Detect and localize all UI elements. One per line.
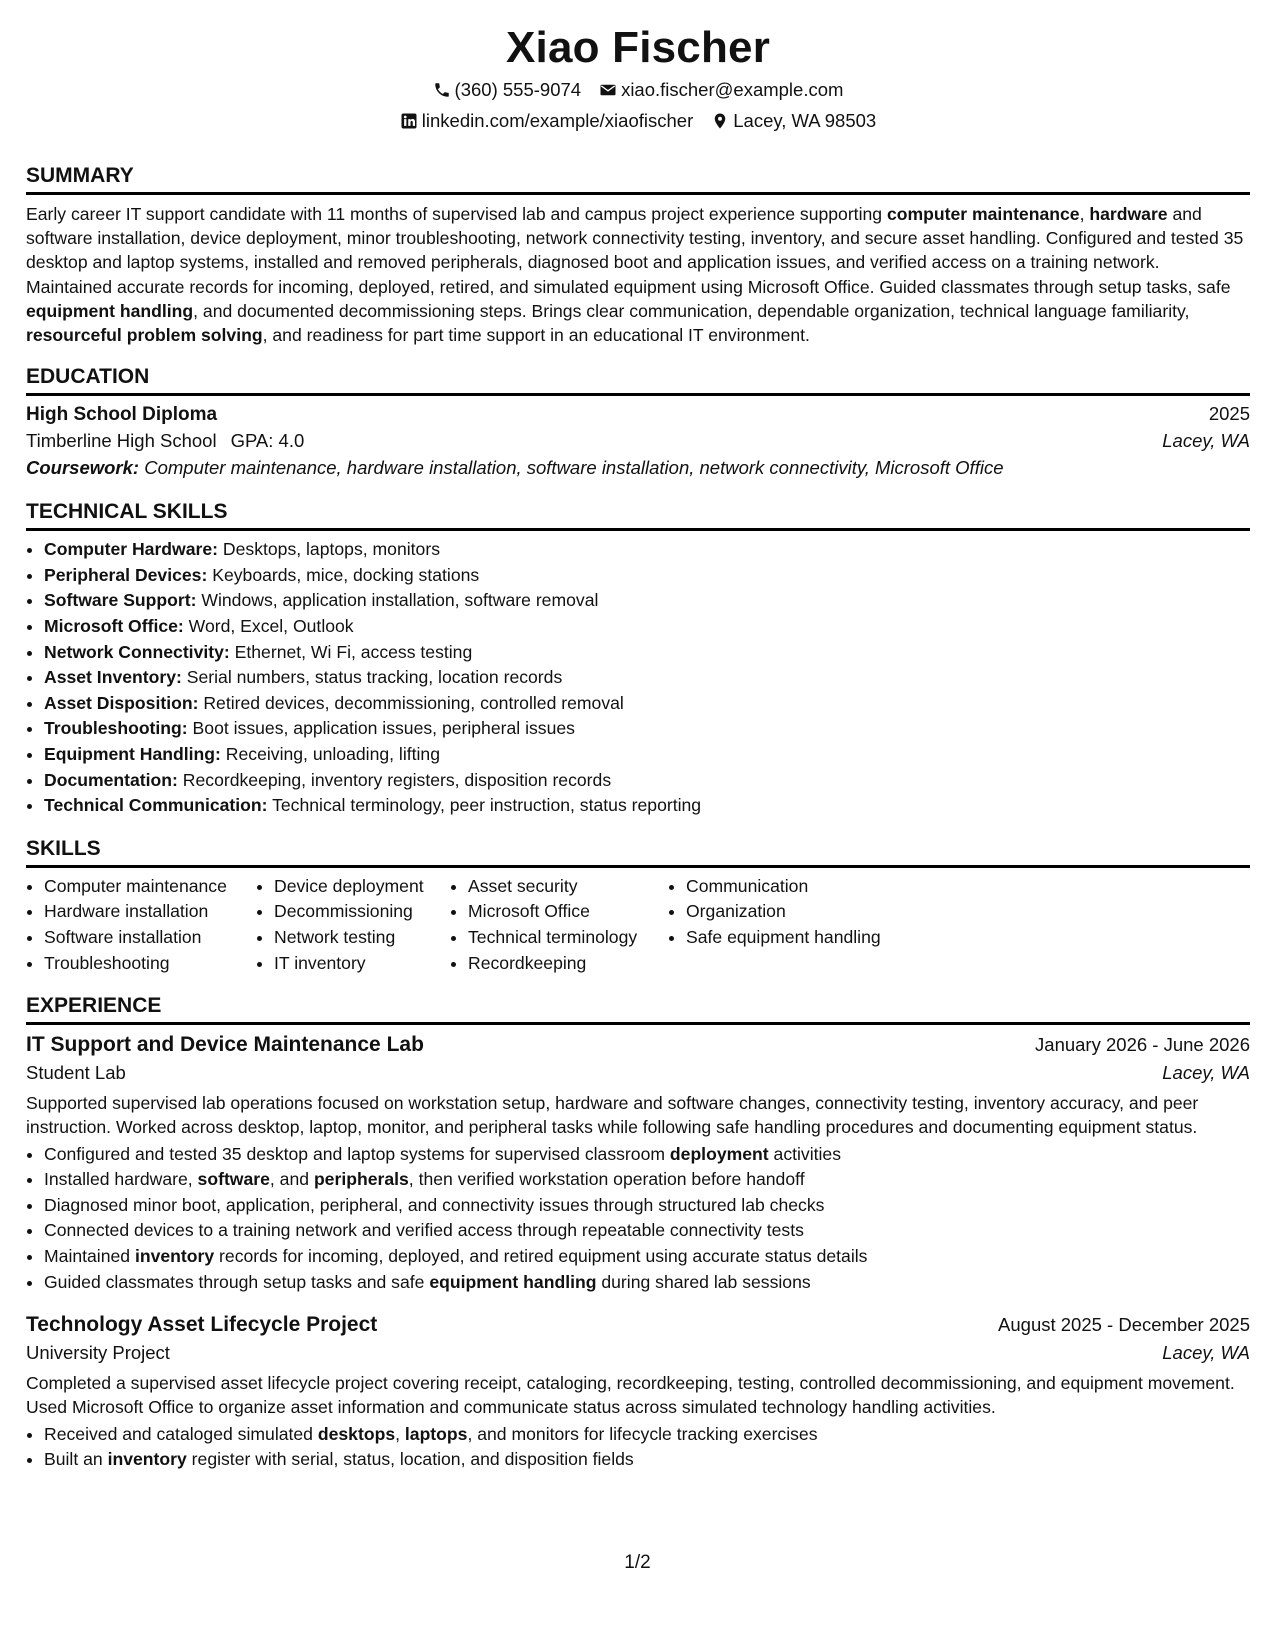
experience-date: January 2026 - June 2026 — [1035, 1034, 1250, 1056]
technical-skill-label: Technical Communication: — [44, 795, 268, 816]
skill-item: • Safe equipment handling — [686, 925, 926, 951]
location-text: Lacey, WA 98503 — [733, 110, 877, 131]
skill-item: • Device deployment — [274, 874, 450, 900]
skills-column — [256, 874, 450, 976]
email-contact[interactable] — [599, 78, 843, 102]
technical-skill-item: • Microsoft Office: Word, Excel, Outlook — [44, 614, 1250, 640]
skill-item: • Communication — [686, 874, 926, 900]
technical-skill-item: • Troubleshooting: Boot issues, application issues, peripheral issues — [44, 716, 1250, 742]
skill-item: • Computer maintenance — [44, 874, 256, 900]
resume-page — [26, 22, 1250, 1473]
education-location: Lacey, WA — [1162, 430, 1250, 452]
skill-item: • IT inventory — [274, 951, 450, 977]
experience-bullet: • Received and cataloged simulated desktops, laptops, and monitors for lifecycle tracking exercises — [44, 1422, 1250, 1448]
bold-keyword: laptops — [404, 1423, 468, 1444]
phone-contact — [433, 78, 582, 102]
experience-entry — [26, 1033, 1250, 1295]
section-title-experience: EXPERIENCE — [26, 993, 1250, 1025]
skill-item: • Asset security — [468, 874, 668, 900]
skills-section — [26, 836, 1250, 976]
experience-bullet: • Configured and tested 35 desktop and laptop systems for supervised classroom deployment activities — [44, 1142, 1250, 1168]
experience-date: August 2025 - December 2025 — [998, 1314, 1250, 1336]
email-text[interactable]: xiao.fischer@example.com — [621, 79, 844, 100]
experience-bullet: • Connected devices to a training network and verified access through repeatable connectivity tests — [44, 1218, 1250, 1244]
phone-icon — [433, 81, 451, 99]
skill-item: • Hardware installation — [44, 899, 256, 925]
bold-keyword: computer maintenance — [886, 204, 1080, 224]
experience-header-row — [26, 1313, 1250, 1337]
technical-skill-item: • Network Connectivity: Ethernet, Wi Fi, access testing — [44, 640, 1250, 666]
education-row-1 — [26, 403, 1250, 426]
technical-skill-label: Network Connectivity: — [44, 641, 230, 662]
experience-list — [26, 1033, 1250, 1473]
skills-column — [450, 874, 668, 976]
experience-summary: Completed a supervised asset lifecycle project covering receipt, cataloging, recordkeeping, testing, controlled decommissioning, and equipment movement. Used Microsoft Office to organize asset information and communicate status across simulated technology handling activities. — [26, 1373, 1235, 1418]
experience-bullets — [26, 1142, 1250, 1296]
linkedin-text[interactable]: linkedin.com/example/xiaofischer — [421, 110, 694, 131]
education-row-2 — [26, 430, 1250, 452]
technical-skill-label: Equipment Handling: — [44, 743, 221, 764]
education-degree: High School Diploma — [26, 404, 218, 426]
experience-location: Lacey, WA — [1162, 1342, 1250, 1364]
skill-item: • Software installation — [44, 925, 256, 951]
skill-item: • Decommissioning — [274, 899, 450, 925]
experience-bullet: • Diagnosed minor boot, application, peripheral, and connectivity issues through structured lab checks — [44, 1193, 1250, 1219]
section-title-skills: SKILLS — [26, 836, 1250, 868]
technical-skill-label: Software Support: — [44, 590, 197, 611]
section-title-summary: SUMMARY — [26, 163, 1250, 195]
section-title-education: EDUCATION — [26, 364, 1250, 396]
page-number: 1/2 — [624, 1552, 651, 1573]
envelope-icon — [599, 81, 617, 99]
bold-keyword: inventory — [134, 1245, 215, 1266]
experience-org-row — [26, 1342, 1250, 1364]
technical-skill-label: Asset Inventory: — [44, 667, 182, 688]
technical-skill-item: • Computer Hardware: Desktops, laptops, monitors — [44, 537, 1250, 563]
bold-keyword: inventory — [107, 1449, 187, 1470]
experience-bullet: • Installed hardware, software, and peripherals, then verified workstation operation before handoff — [44, 1167, 1250, 1193]
technical-skill-label: Computer Hardware: — [44, 539, 219, 560]
skill-item: • Recordkeeping — [468, 951, 668, 977]
education-school-line — [26, 430, 304, 452]
coursework-text: Computer maintenance, hardware installation, software installation, network connectivity, Microsoft Office — [144, 457, 1004, 479]
experience-bullets — [26, 1422, 1250, 1473]
technical-skill-label: Peripheral Devices: — [44, 564, 208, 585]
experience-location: Lacey, WA — [1162, 1062, 1250, 1084]
technical-skill-label: Microsoft Office: — [44, 616, 184, 636]
technical-skill-item: • Software Support: Windows, application installation, software removal — [44, 588, 1250, 614]
technical-skill-item: • Documentation: Recordkeeping, inventory registers, disposition records — [44, 768, 1250, 794]
skill-item: • Troubleshooting — [44, 951, 256, 977]
skills-column — [26, 874, 256, 976]
bold-keyword: equipment handling — [26, 300, 194, 321]
linkedin-contact[interactable] — [400, 109, 693, 133]
summary-text: Early career IT support candidate with 11 months of supervised lab and campus project experience supporting computer maintenance, hardware and software installation, device deployment, minor troubleshooting, network connectivity testing, inventory, and secure asset handling. Configured and tested 35 desktop and laptop systems, installed and removed peripherals, diagnosed boot and application issues, and verified access on a training network. Maintained accurate records for incoming, deployed, retired, and simulated equipment using Microsoft Office. Guided classmates through setup tasks, safe equipment handling, and documented decommissioning steps. Brings clear communication, dependable organization, technical language familiarity, resourceful problem solving, and readiness for part time support in an educational IT environment. — [26, 204, 1244, 346]
technical-skill-label: Documentation: — [44, 769, 178, 790]
experience-bullet: • Built an inventory register with serial, status, location, and disposition fields — [44, 1447, 1250, 1473]
bold-keyword: deployment — [669, 1143, 769, 1164]
education-gpa: GPA: 4.0 — [230, 430, 305, 452]
experience-section — [26, 993, 1250, 1473]
education-school: Timberline High School — [26, 430, 217, 452]
technical-skill-item: • Asset Inventory: Serial numbers, status tracking, location records — [44, 665, 1250, 691]
experience-org: Student Lab — [26, 1062, 126, 1084]
bold-keyword: equipment handling — [429, 1271, 597, 1292]
experience-org: University Project — [26, 1342, 170, 1364]
candidate-name: Xiao Fischer — [505, 23, 771, 72]
contact-row-1 — [26, 78, 1250, 102]
technical-skill-item: • Technical Communication: Technical terminology, peer instruction, status reporting — [44, 793, 1250, 819]
experience-org-row — [26, 1062, 1250, 1084]
bold-keyword: resourceful problem solving — [26, 325, 263, 346]
experience-bullet: • Guided classmates through setup tasks and safe equipment handling during shared lab sessions — [44, 1270, 1250, 1296]
experience-bullet: • Maintained inventory records for incoming, deployed, and retired equipment using accurate status details — [44, 1244, 1250, 1270]
section-title-technical-skills: TECHNICAL SKILLS — [26, 499, 1250, 531]
technical-skill-item: • Asset Disposition: Retired devices, decommissioning, controlled removal — [44, 691, 1250, 717]
coursework-label: Coursework: — [26, 457, 140, 479]
bold-keyword: desktops — [317, 1423, 396, 1444]
technical-skills-section — [26, 499, 1250, 819]
experience-title: IT Support and Device Maintenance Lab — [26, 1033, 424, 1057]
bold-keyword: software — [197, 1169, 270, 1190]
education-section — [26, 364, 1250, 479]
skill-item: • Microsoft Office — [468, 899, 668, 925]
experience-header-row — [26, 1033, 1250, 1057]
resume-header — [26, 22, 1250, 133]
linkedin-icon — [400, 112, 418, 130]
summary-section — [26, 163, 1250, 347]
phone-text: (360) 555-9074 — [454, 79, 582, 100]
skill-item: • Technical terminology — [468, 925, 668, 951]
skills-column — [668, 874, 926, 976]
experience-summary: Supported supervised lab operations focused on workstation setup, hardware and software changes, connectivity testing, inventory accuracy, and peer instruction. Worked across desktop, laptop, monitor, and peripheral tasks while following safe handling procedures and documenting equipment status. — [26, 1093, 1199, 1138]
technical-skill-item: • Peripheral Devices: Keyboards, mice, docking stations — [44, 563, 1250, 589]
technical-skill-label: Troubleshooting: — [44, 718, 188, 739]
technical-skill-label: Asset Disposition: — [44, 692, 199, 713]
location-contact — [711, 109, 876, 133]
experience-entry — [26, 1313, 1250, 1473]
contact-row-2 — [26, 109, 1250, 133]
technical-skills-list — [26, 537, 1250, 819]
technical-skill-item: • Equipment Handling: Receiving, unloading, lifting — [44, 742, 1250, 768]
experience-title: Technology Asset Lifecycle Project — [26, 1313, 378, 1337]
bold-keyword: hardware — [1089, 204, 1168, 224]
skills-grid — [26, 874, 1250, 976]
skill-item: • Organization — [686, 899, 926, 925]
map-marker-icon — [711, 112, 729, 130]
education-coursework — [26, 457, 1250, 479]
skill-item: • Network testing — [274, 925, 450, 951]
education-date: 2025 — [1208, 403, 1250, 425]
bold-keyword: peripherals — [313, 1169, 409, 1190]
